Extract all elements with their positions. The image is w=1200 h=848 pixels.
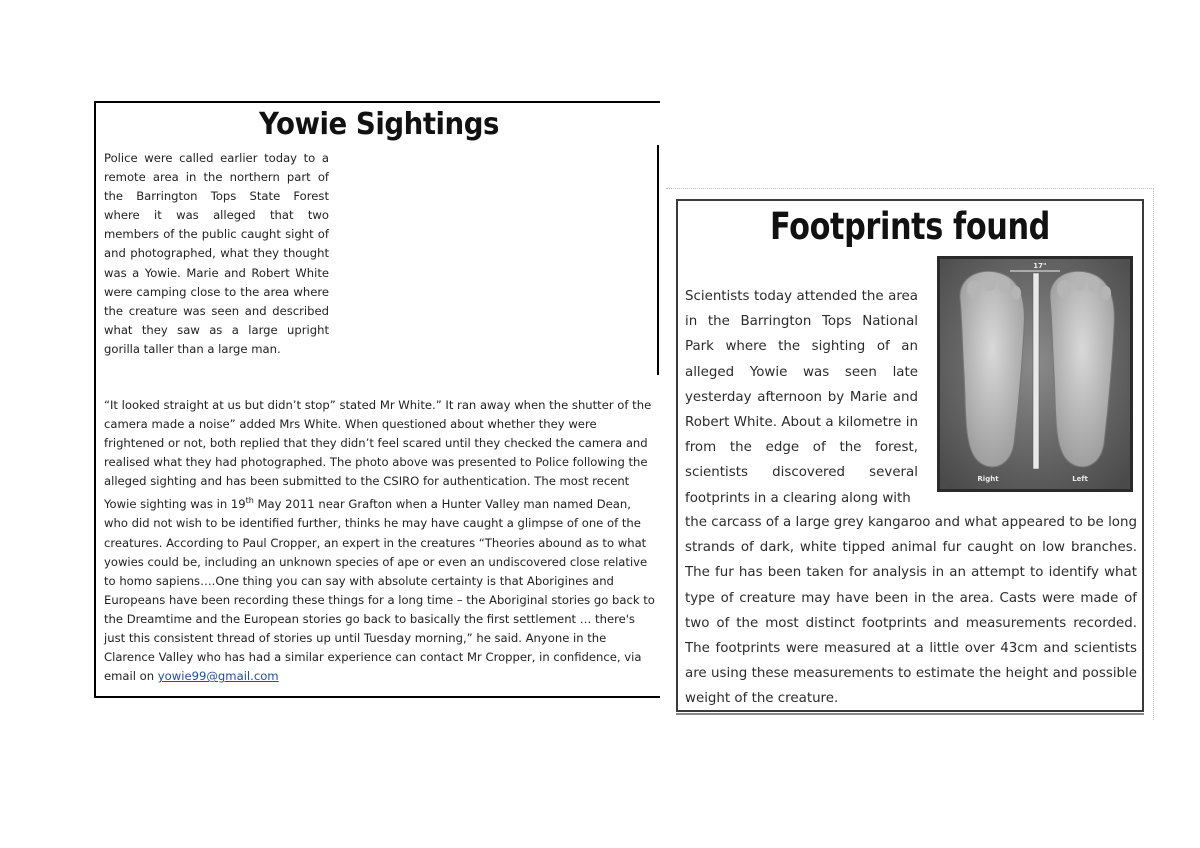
footprints-article-paragraph-1: Scientists today attended the area in the Barrington Tops National Park where the sighting of an alleged Yowie was seen late yesterday afternoon by Marie and Robert White. About a kilometre in from the edge of the forest, scientists discovered several footprints in a clearing along with: [685, 289, 918, 506]
yowie-paragraph-2-part-a: “It looked straight at us but didn’t stop” stated Mr White.” It ran away when the shutter of the camera made a noise” added Mrs White. When questioned about whether they were frightened or not, both replied that they didn’t feel scared until they checked the camera and realised what they had photographed. The photo above was presented to Police following the alleged sighting and has been submitted to the CSIRO for authentication. The most recent Yowie sighting was in 19: [104, 398, 652, 512]
yowie-paragraph-2-part-b: May 2011 near Grafton when a Hunter Valley man named Dean, who did not wish to be identified further, thinks he may have caught a glimpse of one of the creatures. According to Paul Cropper, an expert in the creatures “Theories abound as to what yowies could be, including an unknown species of ape or even an undiscovered close relative to homo sapiens….One thing you can say with absolute certainty is that Aborigines and Europeans have been recording these things for a long time – the Aboriginal stories go back to the Dreamtime and the European stories go back to basically the first settlement … there's just this consistent thread of stories up until Tuesday morning,” he said. Anyone in the Clarence Valley who has had a similar experience can contact Mr Cropper, in confidence, via email on: [104, 497, 655, 684]
right-foot-label: Right: [977, 475, 999, 483]
column-divider: [657, 145, 659, 375]
yowie-sightings-article: [94, 101, 660, 698]
footprint-cast-photo: [937, 256, 1133, 492]
footprints-article-title: Footprints found: [770, 205, 1050, 248]
footprint-cast-image: [940, 259, 1130, 489]
ruler-length-label: 17": [1033, 262, 1047, 270]
ordinal-suffix: th: [245, 496, 254, 506]
measuring-ruler: [1033, 273, 1039, 469]
left-foot-label: Left: [1072, 475, 1088, 483]
article-bottom-rule: [676, 713, 1144, 715]
footprints-found-article: [676, 199, 1144, 712]
right-footprint-cast: [960, 271, 1024, 467]
footprints-article-paragraph-2: the carcass of a large grey kangaroo and what appeared to be long strands of dark, white tipped animal fur caught on low branches. The fur has been taken for analysis in an attempt to identify what type of creature may have been in the area. Casts were made of two of the most distinct footprints and measurements recorded. The footprints were measured at a little over 43cm and scientists are using these measurements to estimate the height and possible weight of the creature.: [685, 515, 1137, 707]
left-footprint-cast: [1050, 271, 1114, 467]
yowie-article-paragraph-2: [104, 396, 656, 686]
contact-email-link[interactable]: yowie99@gmail.com: [157, 669, 279, 684]
yowie-article-title: Yowie Sightings: [258, 107, 500, 142]
yowie-article-paragraph-1: Police were called earlier today to a remote area in the northern part of the Barrington Tops State Forest where it was alleged that two members of the public caught sight of and photographed, what they thought was a Yowie. Marie and Robert White were camping close to the area where the creature was seen and described what they saw as a large upright gorilla taller than a large man.: [104, 151, 329, 356]
